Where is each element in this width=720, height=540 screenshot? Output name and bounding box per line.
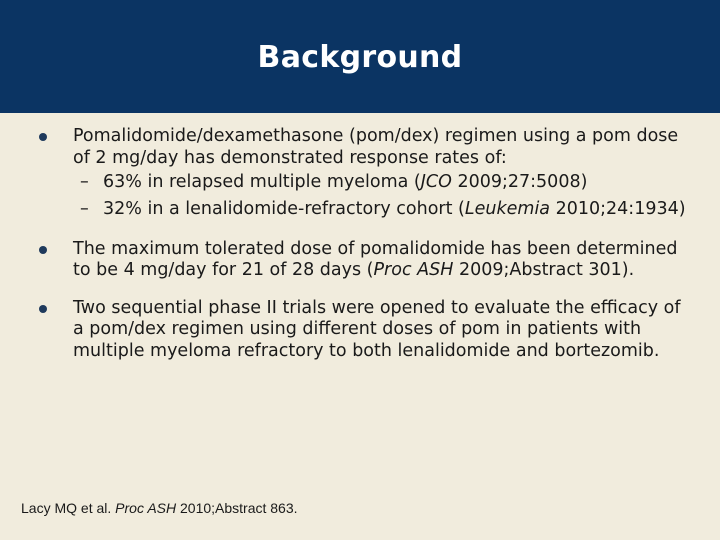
citation-text: 2009;27:5008) [451,172,588,192]
dash-icon: – [80,172,89,192]
bullet-dot-icon [39,246,47,254]
journal-name: Leukemia [464,199,551,219]
sub-bullet-1 [0,169,720,196]
sub-bullet-text: 63% in relapsed multiple myeloma ( [103,172,421,192]
bullet-text: Pomalidomide/dexamethasone (pom/dex) regimen using a pom dose of 2 mg/day has demonstrated response rates of: [73,126,679,168]
footnote-reference: 2010;Abstract 863. [176,500,298,516]
footnote-authors: Lacy MQ et al. [21,500,116,516]
citation-text: 2009;Abstract 301). [453,260,635,280]
dash-icon: – [80,199,89,219]
sub-bullet-2 [0,199,720,221]
bullet-dot-icon [39,305,47,313]
journal-name: JCO [420,172,452,192]
sub-bullet-text: 32% in a lenalidomide-refractory cohort ( [103,199,465,219]
bullet-item-2 [0,239,720,282]
title-bar [0,0,720,113]
bullet-dot-icon [39,133,47,141]
bullet-text: Two sequential phase II trials were opened to evaluate the efficacy of a pom/dex regimen using different doses of pom in patients with multiple myeloma refractory to both lenalidomide and bortezomib. [73,297,681,361]
citation-text: 2010;24:1934) [550,199,686,219]
footnote-citation [21,499,298,517]
footnote-journal: Proc ASH [115,500,177,516]
slide-title: Background [257,40,463,75]
bullet-item-3 [0,298,720,363]
bullet-text: The maximum tolerated dose of pomalidomide has been determined to be 4 mg/day for 21 of 28 days ( [73,238,678,280]
journal-name: Proc ASH [373,260,454,280]
bullet-list [0,126,720,362]
bullet-item-1 [0,126,720,169]
